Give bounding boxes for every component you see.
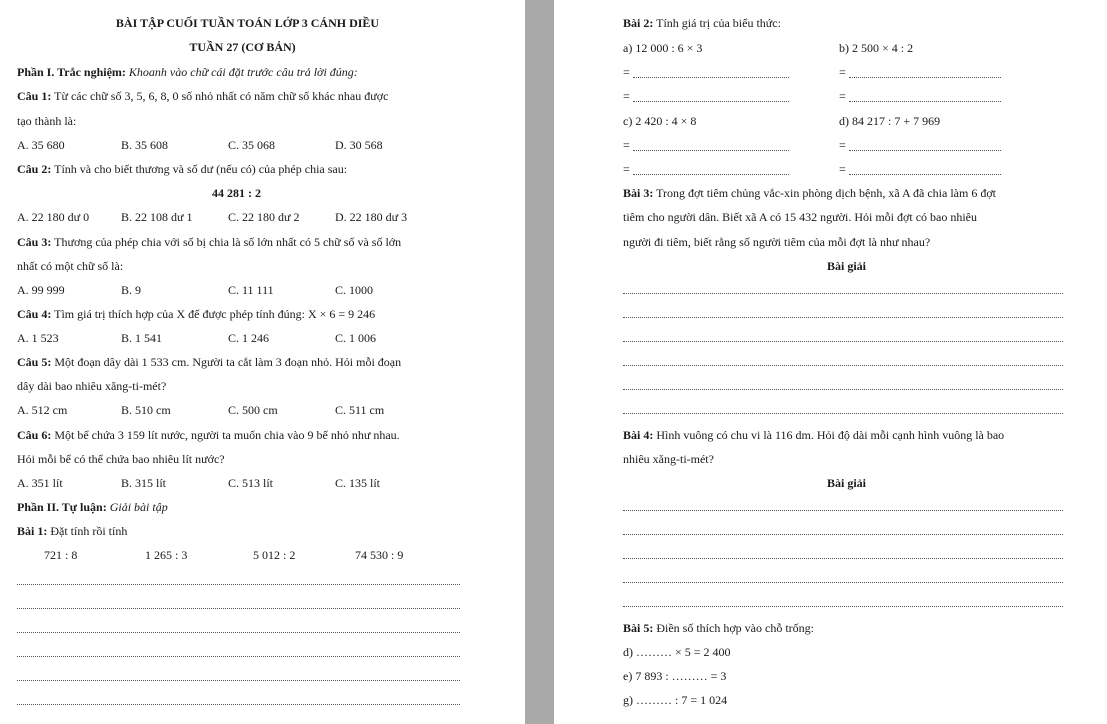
question-6-label: Câu 6: [17, 428, 52, 442]
part1-instruction: Khoanh vào chữ cái đặt trước câu trả lời đúng: [128, 65, 358, 79]
exercise-4-solution-heading: Bài giải [827, 476, 867, 490]
answer-line[interactable] [17, 608, 460, 609]
question-1-label: Câu 1: [17, 89, 52, 103]
exercise-1-expr-2: 1 265 : 3 [145, 548, 188, 562]
equals-sign: = [839, 138, 846, 152]
answer-line[interactable] [633, 77, 789, 78]
exercise-3 [623, 186, 996, 200]
question-2 [17, 162, 347, 176]
exercise-4 [623, 428, 1004, 442]
q4-option-c[interactable]: C. 1 246 [228, 331, 270, 345]
q6-option-a[interactable]: A. 351 lít [17, 476, 63, 490]
q6-option-c[interactable]: C. 513 lít [228, 476, 274, 490]
exercise-4-text: Hình vuông có chu vi là 116 dm. Hỏi độ dài mỗi cạnh hình vuông là bao [656, 428, 1005, 442]
exercise-5-text: Điền số thích hợp vào chỗ trống: [656, 621, 814, 635]
answer-line[interactable] [633, 150, 789, 151]
exercise-3-text-cont: người đi tiêm, biết rằng số người tiêm của mỗi đợt là như nhau? [623, 235, 931, 249]
question-1-text: Từ các chữ số 3, 5, 6, 8, 0 số nhỏ nhất có năm chữ số khác nhau được [54, 89, 389, 103]
equals-sign: = [839, 89, 846, 103]
question-2-label: Câu 2: [17, 162, 52, 176]
q5-option-b[interactable]: B. 510 cm [121, 403, 171, 417]
exercise-2-a: a) 12 000 : 6 × 3 [623, 41, 703, 55]
exercise-4-label: Bài 4: [623, 428, 654, 442]
q3-option-d[interactable]: C. 1000 [335, 283, 374, 297]
q6-option-d[interactable]: C. 135 lít [335, 476, 381, 490]
worksheet-subtitle: TUẦN 27 (CƠ BẢN) [189, 40, 296, 54]
part2-instruction: Giải bài tập [109, 500, 168, 514]
exercise-2-text: Tính giá trị của biểu thức: [656, 16, 781, 30]
question-5 [17, 355, 401, 369]
question-4-label: Câu 4: [17, 307, 52, 321]
q5-option-c[interactable]: C. 500 cm [228, 403, 278, 417]
q1-option-c[interactable]: C. 35 068 [228, 138, 276, 152]
exercise-3-solution-heading: Bài giải [827, 259, 867, 273]
question-5-text: Một đoạn dây dài 1 533 cm. Người ta cắt làm 3 đoạn nhỏ. Hỏi mỗi đoạn [54, 355, 402, 369]
question-5-text-cont: dây dài bao nhiêu xăng-ti-mét? [17, 379, 167, 393]
answer-line[interactable] [623, 606, 1063, 607]
exercise-3-label: Bài 3: [623, 186, 654, 200]
exercise-5-g[interactable]: g) ……… : 7 = 1 024 [623, 693, 728, 707]
part1-heading [17, 65, 358, 79]
exercise-2 [623, 16, 781, 30]
question-3 [17, 235, 401, 249]
equals-sign: = [839, 162, 846, 176]
question-4 [17, 307, 375, 321]
exercise-1-expr-4: 74 530 : 9 [355, 548, 404, 562]
q1-option-d[interactable]: D. 30 568 [335, 138, 383, 152]
answer-line[interactable] [17, 584, 460, 585]
answer-line[interactable] [623, 317, 1063, 318]
exercise-5-label: Bài 5: [623, 621, 654, 635]
q6-option-b[interactable]: B. 315 lít [121, 476, 167, 490]
q4-option-b[interactable]: B. 1 541 [121, 331, 163, 345]
answer-line[interactable] [633, 174, 789, 175]
exercise-2-d: d) 84 217 : 7 + 7 969 [839, 114, 941, 128]
question-3-text: Thương của phép chia với số bị chia là số lớn nhất có 5 chữ số và số lớn [54, 235, 402, 249]
answer-line[interactable] [849, 101, 1001, 102]
q1-option-b[interactable]: B. 35 608 [121, 138, 169, 152]
answer-line[interactable] [17, 704, 460, 705]
answer-line[interactable] [17, 680, 460, 681]
q3-option-b[interactable]: B. 9 [121, 283, 142, 297]
answer-line[interactable] [623, 534, 1063, 535]
question-6 [17, 428, 400, 442]
answer-line[interactable] [849, 174, 1001, 175]
q3-option-c[interactable]: C. 11 111 [228, 283, 274, 297]
exercise-5-d[interactable]: d) ……… × 5 = 2 400 [623, 645, 731, 659]
answer-line[interactable] [623, 389, 1063, 390]
answer-line[interactable] [17, 656, 460, 657]
exercise-3-text-cont: tiêm cho người dân. Biết xã A có 15 432 người. Hỏi mỗi đợt có bao nhiêu [623, 210, 977, 224]
question-3-text-cont: nhất có một chữ số là: [17, 259, 124, 273]
exercise-4-text-cont: nhiêu xăng-ti-mét? [623, 452, 714, 466]
exercise-5 [623, 621, 814, 635]
q2-option-a[interactable]: A. 22 180 dư 0 [17, 210, 90, 224]
q2-option-b[interactable]: B. 22 108 dư 1 [121, 210, 193, 224]
question-2-text: Tính và cho biết thương và số dư (nếu có) của phép chia sau: [54, 162, 348, 176]
question-6-text: Một bể chứa 3 159 lít nước, người ta muốn chia vào 9 bể nhỏ như nhau. [54, 428, 400, 442]
question-6-text-cont: Hỏi mỗi bể có thể chứa bao nhiêu lít nước? [17, 452, 225, 466]
worksheet-page-left [0, 0, 525, 724]
answer-line[interactable] [623, 558, 1063, 559]
exercise-2-b: b) 2 500 × 4 : 2 [839, 41, 914, 55]
question-5-label: Câu 5: [17, 355, 52, 369]
answer-line[interactable] [849, 77, 1001, 78]
answer-line[interactable] [623, 341, 1063, 342]
question-3-label: Câu 3: [17, 235, 52, 249]
answer-line[interactable] [623, 510, 1063, 511]
exercise-1-text: Đặt tính rồi tính [50, 524, 128, 538]
exercise-1-expr-3: 5 012 : 2 [253, 548, 296, 562]
exercise-5-e[interactable]: e) 7 893 : ……… = 3 [623, 669, 727, 683]
answer-line[interactable] [623, 413, 1063, 414]
question-4-text: Tìm giá trị thích hợp của X để được phép tính đúng: X × 6 = 9 246 [54, 307, 376, 321]
q1-option-a[interactable]: A. 35 680 [17, 138, 65, 152]
q5-option-d[interactable]: C. 511 cm [335, 403, 385, 417]
equals-sign: = [623, 138, 630, 152]
answer-line[interactable] [623, 582, 1063, 583]
question-2-expression: 44 281 : 2 [212, 186, 261, 200]
exercise-2-c: c) 2 420 : 4 × 8 [623, 114, 697, 128]
part2-label: Phần II. Tự luận: [17, 500, 107, 514]
answer-line[interactable] [849, 150, 1001, 151]
q5-option-a[interactable]: A. 512 cm [17, 403, 68, 417]
equals-sign: = [623, 89, 630, 103]
exercise-3-text: Trong đợt tiêm chủng vắc-xin phòng dịch bệnh, xã A đã chia làm 6 đợt [656, 186, 997, 200]
answer-line[interactable] [623, 365, 1063, 366]
exercise-1-expr-1: 721 : 8 [44, 548, 78, 562]
exercise-1 [17, 524, 127, 538]
q2-option-d[interactable]: D. 22 180 dư 3 [335, 210, 408, 224]
exercise-1-label: Bài 1: [17, 524, 48, 538]
q4-option-d[interactable]: C. 1 006 [335, 331, 377, 345]
answer-line[interactable] [17, 632, 460, 633]
equals-sign: = [623, 162, 630, 176]
question-1 [17, 89, 388, 103]
exercise-2-label: Bài 2: [623, 16, 654, 30]
part2-heading [17, 500, 168, 514]
q2-option-c[interactable]: C. 22 180 dư 2 [228, 210, 300, 224]
equals-sign: = [623, 65, 630, 79]
worksheet-page-right [554, 0, 1107, 724]
question-1-text-cont: tạo thành là: [17, 114, 77, 128]
q4-option-a[interactable]: A. 1 523 [17, 331, 59, 345]
answer-line[interactable] [633, 101, 789, 102]
worksheet-title: BÀI TẬP CUỐI TUẦN TOÁN LỚP 3 CÁNH DIỀU [115, 16, 380, 30]
equals-sign: = [839, 65, 846, 79]
part1-label: Phần I. Trắc nghiệm: [17, 65, 126, 79]
q3-option-a[interactable]: A. 99 999 [17, 283, 65, 297]
answer-line[interactable] [623, 293, 1063, 294]
